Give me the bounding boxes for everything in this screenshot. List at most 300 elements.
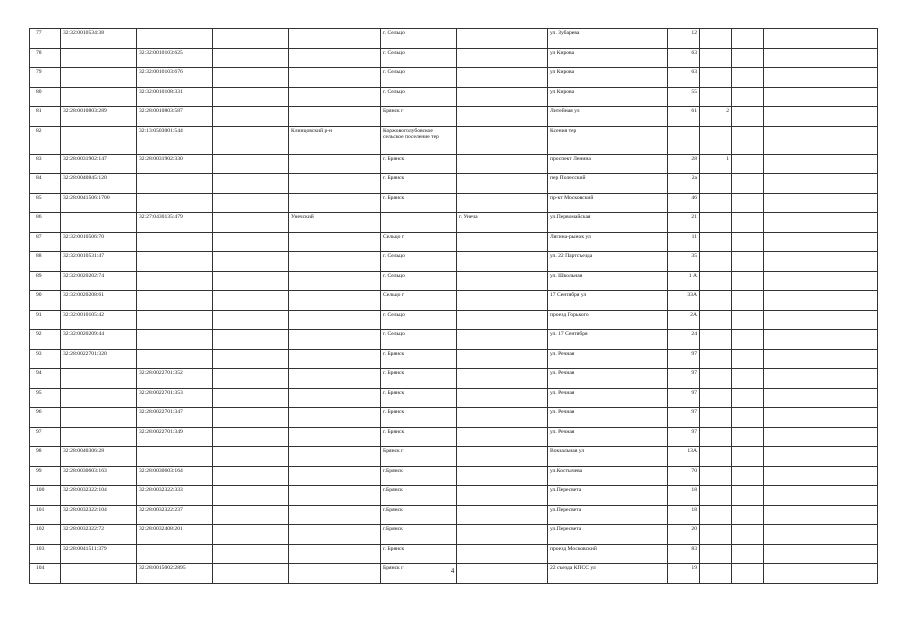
table-row bbox=[30, 525, 878, 545]
empty-cell bbox=[764, 213, 878, 233]
cadastral-number-cell bbox=[213, 87, 289, 107]
district-cell bbox=[289, 388, 381, 408]
empty-cell bbox=[764, 68, 878, 88]
row-number: 80 bbox=[30, 87, 61, 107]
cadastral-number-cell bbox=[213, 447, 289, 467]
cadastral-number-cell: 32:28:0022701:352 bbox=[137, 369, 213, 389]
table-row bbox=[30, 505, 878, 525]
street-cell: 17 Сентября ул bbox=[548, 291, 668, 311]
empty-cell bbox=[764, 174, 878, 194]
house-number-cell: 33А bbox=[668, 291, 700, 311]
settlement-cell: г. Брянск bbox=[381, 349, 457, 369]
street-cell: ул. 22 Партсъезда bbox=[548, 252, 668, 272]
cadastral-number-cell bbox=[137, 29, 213, 49]
empty-cell bbox=[732, 126, 764, 154]
building-cell bbox=[700, 29, 732, 49]
empty-cell bbox=[764, 29, 878, 49]
city-cell bbox=[457, 154, 548, 174]
table-row bbox=[30, 388, 878, 408]
building-cell bbox=[700, 388, 732, 408]
city-cell bbox=[457, 369, 548, 389]
empty-cell bbox=[732, 87, 764, 107]
empty-cell bbox=[732, 330, 764, 350]
street-cell: проспект Ленина bbox=[548, 154, 668, 174]
table-row bbox=[30, 232, 878, 252]
empty-cell bbox=[764, 466, 878, 486]
row-number: 81 bbox=[30, 107, 61, 127]
district-cell bbox=[289, 252, 381, 272]
settlement-cell: Брянск г bbox=[381, 447, 457, 467]
street-cell: пер Полесский bbox=[548, 174, 668, 194]
cadastral-number-cell bbox=[213, 213, 289, 233]
cadastral-number-cell: 32:32:0010105:42 bbox=[61, 310, 137, 330]
cadastral-number-cell bbox=[137, 252, 213, 272]
empty-cell bbox=[764, 427, 878, 447]
settlement-cell: Брянск г bbox=[381, 107, 457, 127]
empty-cell bbox=[764, 271, 878, 291]
house-number-cell: 70 bbox=[668, 466, 700, 486]
district-cell bbox=[289, 271, 381, 291]
city-cell bbox=[457, 107, 548, 127]
cadastral-number-cell bbox=[213, 174, 289, 194]
house-number-cell: 61 bbox=[668, 107, 700, 127]
cadastral-number-cell: 32:28:0032322:333 bbox=[137, 486, 213, 506]
cadastral-number-cell bbox=[61, 48, 137, 68]
table-row bbox=[30, 252, 878, 272]
row-number: 78 bbox=[30, 48, 61, 68]
district-cell bbox=[289, 154, 381, 174]
district-cell bbox=[289, 544, 381, 564]
row-number: 79 bbox=[30, 68, 61, 88]
row-number: 91 bbox=[30, 310, 61, 330]
row-number: 97 bbox=[30, 427, 61, 447]
empty-cell bbox=[764, 291, 878, 311]
city-cell bbox=[457, 48, 548, 68]
house-number-cell: 83 bbox=[668, 544, 700, 564]
table-row bbox=[30, 213, 878, 233]
table-row bbox=[30, 427, 878, 447]
empty-cell bbox=[732, 466, 764, 486]
table-row bbox=[30, 48, 878, 68]
cadastral-number-cell: 32:28:0015002:2895 bbox=[137, 564, 213, 584]
empty-cell bbox=[764, 126, 878, 154]
empty-cell bbox=[732, 544, 764, 564]
row-number: 103 bbox=[30, 544, 61, 564]
cadastral-number-cell bbox=[213, 107, 289, 127]
street-cell: Ксения тер bbox=[548, 126, 668, 154]
table-row bbox=[30, 330, 878, 350]
cadastral-number-cell: 32:32:0010103:676 bbox=[137, 68, 213, 88]
table-row bbox=[30, 369, 878, 389]
building-cell bbox=[700, 232, 732, 252]
city-cell bbox=[457, 447, 548, 467]
cadastral-number-cell: 32:32:0010108:331 bbox=[137, 87, 213, 107]
city-cell bbox=[457, 427, 548, 447]
table-row bbox=[30, 486, 878, 506]
cadastral-number-cell bbox=[137, 349, 213, 369]
cadastral-number-cell bbox=[137, 544, 213, 564]
city-cell bbox=[457, 466, 548, 486]
building-cell bbox=[700, 544, 732, 564]
cadastral-number-cell bbox=[213, 271, 289, 291]
street-cell: ул Кирова bbox=[548, 68, 668, 88]
district-cell: Клинцовский р-н bbox=[289, 126, 381, 154]
house-number-cell: 63 bbox=[668, 48, 700, 68]
street-cell: проезд Московский bbox=[548, 544, 668, 564]
street-cell: пр-кт Московский bbox=[548, 193, 668, 213]
cadastral-number-cell: 32:32:0010534:38 bbox=[61, 29, 137, 49]
district-cell bbox=[289, 48, 381, 68]
district-cell bbox=[289, 232, 381, 252]
empty-cell bbox=[732, 232, 764, 252]
row-number: 96 bbox=[30, 408, 61, 428]
house-number-cell: 19 bbox=[668, 564, 700, 584]
building-cell bbox=[700, 525, 732, 545]
table-row bbox=[30, 174, 878, 194]
city-cell bbox=[457, 310, 548, 330]
empty-cell bbox=[764, 330, 878, 350]
house-number-cell: 1 А bbox=[668, 271, 700, 291]
cadastral-number-cell: 32:28:0032322:72 bbox=[61, 525, 137, 545]
city-cell bbox=[457, 252, 548, 272]
empty-cell bbox=[764, 525, 878, 545]
table-row bbox=[30, 271, 878, 291]
house-number-cell: 97 bbox=[668, 369, 700, 389]
house-number-cell: 35 bbox=[668, 252, 700, 272]
building-cell bbox=[700, 310, 732, 330]
cadastral-number-cell bbox=[61, 213, 137, 233]
cadastral-number-cell bbox=[213, 486, 289, 506]
empty-cell bbox=[764, 388, 878, 408]
building-cell bbox=[700, 466, 732, 486]
building-cell: 2 bbox=[700, 107, 732, 127]
table-row bbox=[30, 291, 878, 311]
cadastral-number-cell: 32:32:0010506:70 bbox=[61, 232, 137, 252]
city-cell bbox=[457, 349, 548, 369]
empty-cell bbox=[732, 29, 764, 49]
cadastral-number-cell bbox=[213, 310, 289, 330]
district-cell bbox=[289, 427, 381, 447]
building-cell bbox=[700, 87, 732, 107]
settlement-cell: г. Сельцо bbox=[381, 310, 457, 330]
district-cell bbox=[289, 466, 381, 486]
building-cell: 1 bbox=[700, 154, 732, 174]
house-number-cell: 24 bbox=[668, 330, 700, 350]
cadastral-number-cell: 32:28:0022701:347 bbox=[137, 408, 213, 428]
empty-cell bbox=[764, 447, 878, 467]
city-cell bbox=[457, 408, 548, 428]
settlement-cell: г. Сельцо bbox=[381, 330, 457, 350]
district-cell bbox=[289, 349, 381, 369]
cadastral-number-cell bbox=[213, 369, 289, 389]
cadastral-number-cell bbox=[213, 154, 289, 174]
empty-cell bbox=[764, 232, 878, 252]
cadastral-number-cell bbox=[213, 68, 289, 88]
empty-cell bbox=[732, 291, 764, 311]
city-cell bbox=[457, 525, 548, 545]
settlement-cell: г.Брянск bbox=[381, 486, 457, 506]
settlement-cell: г. Брянск bbox=[381, 174, 457, 194]
cadastral-number-cell bbox=[137, 193, 213, 213]
house-number-cell: 12 bbox=[668, 29, 700, 49]
empty-cell bbox=[732, 48, 764, 68]
cadastral-number-cell bbox=[61, 427, 137, 447]
table-row bbox=[30, 87, 878, 107]
building-cell bbox=[700, 48, 732, 68]
table-row bbox=[30, 466, 878, 486]
empty-cell bbox=[764, 252, 878, 272]
cadastral-number-cell bbox=[61, 369, 137, 389]
building-cell bbox=[700, 486, 732, 506]
building-cell bbox=[700, 271, 732, 291]
settlement-cell: г. Сельцо bbox=[381, 29, 457, 49]
cadastral-number-cell: 32:28:0032322:237 bbox=[137, 505, 213, 525]
settlement-cell: г. Брянск bbox=[381, 154, 457, 174]
house-number-cell: 21 bbox=[668, 213, 700, 233]
empty-cell bbox=[732, 369, 764, 389]
cadastral-number-cell bbox=[137, 447, 213, 467]
table-row bbox=[30, 544, 878, 564]
row-number: 87 bbox=[30, 232, 61, 252]
cadastral-number-cell bbox=[137, 291, 213, 311]
cadastral-number-cell bbox=[213, 388, 289, 408]
table-row bbox=[30, 154, 878, 174]
table-row bbox=[30, 107, 878, 127]
district-cell bbox=[289, 525, 381, 545]
city-cell bbox=[457, 68, 548, 88]
district-cell bbox=[289, 486, 381, 506]
row-number: 92 bbox=[30, 330, 61, 350]
street-cell: ул. Речная bbox=[548, 388, 668, 408]
city-cell: г. Унеча bbox=[457, 213, 548, 233]
empty-cell bbox=[732, 68, 764, 88]
row-number: 98 bbox=[30, 447, 61, 467]
cadastral-number-cell bbox=[213, 48, 289, 68]
empty-cell bbox=[764, 544, 878, 564]
cadastral-number-cell: 32:28:0010803:289 bbox=[61, 107, 137, 127]
cadastral-number-cell bbox=[213, 408, 289, 428]
settlement-cell: г. Сельцо bbox=[381, 48, 457, 68]
street-cell: ул Кирова bbox=[548, 48, 668, 68]
cadastral-number-cell bbox=[137, 271, 213, 291]
cadastral-number-cell: 32:28:0040306:28 bbox=[61, 447, 137, 467]
cadastral-number-cell: 32:28:0041511:379 bbox=[61, 544, 137, 564]
cadastral-number-cell bbox=[137, 174, 213, 194]
empty-cell bbox=[764, 310, 878, 330]
cadastral-number-cell: 32:32:0020209:44 bbox=[61, 330, 137, 350]
cadastral-number-cell: 32:27:0430135:479 bbox=[137, 213, 213, 233]
street-cell: ул. Школьная bbox=[548, 271, 668, 291]
district-cell bbox=[289, 447, 381, 467]
cadastral-number-cell: 32:28:0031902:147 bbox=[61, 154, 137, 174]
building-cell bbox=[700, 505, 732, 525]
building-cell bbox=[700, 291, 732, 311]
street-cell: ул. Речная bbox=[548, 408, 668, 428]
empty-cell bbox=[764, 369, 878, 389]
city-cell bbox=[457, 330, 548, 350]
cadastral-number-cell: 32:28:0022701:349 bbox=[137, 427, 213, 447]
cadastral-number-cell bbox=[61, 87, 137, 107]
row-number: 82 bbox=[30, 126, 61, 154]
empty-cell bbox=[732, 213, 764, 233]
cadastral-number-cell bbox=[61, 126, 137, 154]
row-number: 86 bbox=[30, 213, 61, 233]
cadastral-number-cell bbox=[137, 310, 213, 330]
settlement-cell: г. Брянск bbox=[381, 193, 457, 213]
cadastral-number-cell bbox=[213, 126, 289, 154]
row-number: 94 bbox=[30, 369, 61, 389]
building-cell bbox=[700, 213, 732, 233]
house-number-cell: 46 bbox=[668, 193, 700, 213]
street-cell: ул Кирова bbox=[548, 87, 668, 107]
settlement-cell: г. Брянск bbox=[381, 427, 457, 447]
settlement-cell: Брянск г bbox=[381, 564, 457, 584]
empty-cell bbox=[764, 107, 878, 127]
street-cell: 22 съезда КПСС ул bbox=[548, 564, 668, 584]
building-cell bbox=[700, 126, 732, 154]
empty-cell bbox=[732, 174, 764, 194]
empty-cell bbox=[732, 107, 764, 127]
cadastral-number-cell bbox=[213, 252, 289, 272]
house-number-cell: 20 bbox=[668, 525, 700, 545]
building-cell bbox=[700, 193, 732, 213]
city-cell bbox=[457, 126, 548, 154]
settlement-cell: г.Брянск bbox=[381, 505, 457, 525]
row-number: 84 bbox=[30, 174, 61, 194]
cadastral-number-cell bbox=[213, 505, 289, 525]
empty-cell bbox=[732, 154, 764, 174]
street-cell: Литейная ул bbox=[548, 107, 668, 127]
house-number-cell: 28 bbox=[668, 154, 700, 174]
district-cell bbox=[289, 369, 381, 389]
cadastral-number-cell: 32:28:0030603:164 bbox=[137, 466, 213, 486]
row-number: 99 bbox=[30, 466, 61, 486]
settlement-cell: г. Сельцо bbox=[381, 271, 457, 291]
building-cell bbox=[700, 447, 732, 467]
building-cell bbox=[700, 68, 732, 88]
cadastral-number-cell bbox=[137, 232, 213, 252]
house-number-cell: 97 bbox=[668, 427, 700, 447]
empty-cell bbox=[732, 310, 764, 330]
district-cell bbox=[289, 408, 381, 428]
empty-cell bbox=[764, 486, 878, 506]
building-cell bbox=[700, 330, 732, 350]
settlement-cell: Коржовоголубовское сельское поселение тер bbox=[381, 126, 457, 154]
row-number: 102 bbox=[30, 525, 61, 545]
data-table bbox=[29, 28, 878, 584]
empty-cell bbox=[732, 252, 764, 272]
table-row bbox=[30, 408, 878, 428]
street-cell: ул.Пересвета bbox=[548, 486, 668, 506]
street-cell: ул. 17 Сентября bbox=[548, 330, 668, 350]
settlement-cell bbox=[381, 213, 457, 233]
cadastral-number-cell bbox=[213, 349, 289, 369]
cadastral-number-cell: 32:32:0020208:61 bbox=[61, 291, 137, 311]
building-cell bbox=[700, 349, 732, 369]
street-cell: ул. Речная bbox=[548, 369, 668, 389]
cadastral-number-cell: 32:32:0010103:625 bbox=[137, 48, 213, 68]
empty-cell bbox=[732, 447, 764, 467]
row-number: 90 bbox=[30, 291, 61, 311]
cadastral-number-cell: 32:28:0032322:104 bbox=[61, 486, 137, 506]
settlement-cell: г.Брянск bbox=[381, 525, 457, 545]
settlement-cell: Сельцо г bbox=[381, 291, 457, 311]
empty-cell bbox=[764, 48, 878, 68]
cadastral-number-cell: 32:28:0040845:120 bbox=[61, 174, 137, 194]
street-cell: Вокзальная ул bbox=[548, 447, 668, 467]
settlement-cell: г. Брянск bbox=[381, 408, 457, 428]
city-cell bbox=[457, 271, 548, 291]
city-cell bbox=[457, 388, 548, 408]
empty-cell bbox=[732, 505, 764, 525]
district-cell bbox=[289, 193, 381, 213]
street-cell: ул.Пересвета bbox=[548, 505, 668, 525]
street-cell: проезд Горького bbox=[548, 310, 668, 330]
empty-cell bbox=[732, 388, 764, 408]
settlement-cell: г. Сельцо bbox=[381, 87, 457, 107]
table-row bbox=[30, 349, 878, 369]
cadastral-number-cell: 32:28:0032322:104 bbox=[61, 505, 137, 525]
house-number-cell: 55 bbox=[668, 87, 700, 107]
cadastral-number-cell: 32:28:0022701:353 bbox=[137, 388, 213, 408]
cadastral-number-cell bbox=[61, 68, 137, 88]
street-cell: ул.Костычева bbox=[548, 466, 668, 486]
district-cell bbox=[289, 107, 381, 127]
settlement-cell: г. Сельцо bbox=[381, 252, 457, 272]
city-cell bbox=[457, 232, 548, 252]
empty-cell bbox=[732, 525, 764, 545]
street-cell: ул.Пересвета bbox=[548, 525, 668, 545]
row-number: 104 bbox=[30, 564, 61, 584]
house-number-cell: 97 bbox=[668, 388, 700, 408]
cadastral-number-cell bbox=[213, 330, 289, 350]
cadastral-number-cell bbox=[61, 388, 137, 408]
district-cell bbox=[289, 174, 381, 194]
street-cell: Лягина-рынок ул bbox=[548, 232, 668, 252]
house-number-cell: 97 bbox=[668, 349, 700, 369]
building-cell bbox=[700, 174, 732, 194]
house-number-cell: 11 bbox=[668, 232, 700, 252]
district-cell: Унечский bbox=[289, 213, 381, 233]
house-number-cell: 97 bbox=[668, 408, 700, 428]
row-number: 101 bbox=[30, 505, 61, 525]
house-number-cell bbox=[668, 126, 700, 154]
table-row bbox=[30, 310, 878, 330]
row-number: 83 bbox=[30, 154, 61, 174]
cadastral-number-cell: 32:13:0503001:544 bbox=[137, 126, 213, 154]
cadastral-number-cell bbox=[213, 291, 289, 311]
settlement-cell: г.Брянск bbox=[381, 466, 457, 486]
cadastral-number-cell bbox=[137, 330, 213, 350]
district-cell bbox=[289, 87, 381, 107]
empty-cell bbox=[732, 427, 764, 447]
cadastral-number-cell: 32:28:0031902:330 bbox=[137, 154, 213, 174]
street-cell: ул.Первомайская bbox=[548, 213, 668, 233]
cadastral-number-cell bbox=[213, 29, 289, 49]
cadastral-number-cell: 32:28:0022701:320 bbox=[61, 349, 137, 369]
city-cell bbox=[457, 87, 548, 107]
house-number-cell: 2а bbox=[668, 174, 700, 194]
empty-cell bbox=[764, 193, 878, 213]
district-cell bbox=[289, 29, 381, 49]
settlement-cell: г. Брянск bbox=[381, 388, 457, 408]
district-cell bbox=[289, 68, 381, 88]
settlement-cell: г. Сельцо bbox=[381, 68, 457, 88]
row-number: 85 bbox=[30, 193, 61, 213]
table-row bbox=[30, 68, 878, 88]
house-number-cell: 2А bbox=[668, 310, 700, 330]
cadastral-number-cell bbox=[213, 427, 289, 447]
